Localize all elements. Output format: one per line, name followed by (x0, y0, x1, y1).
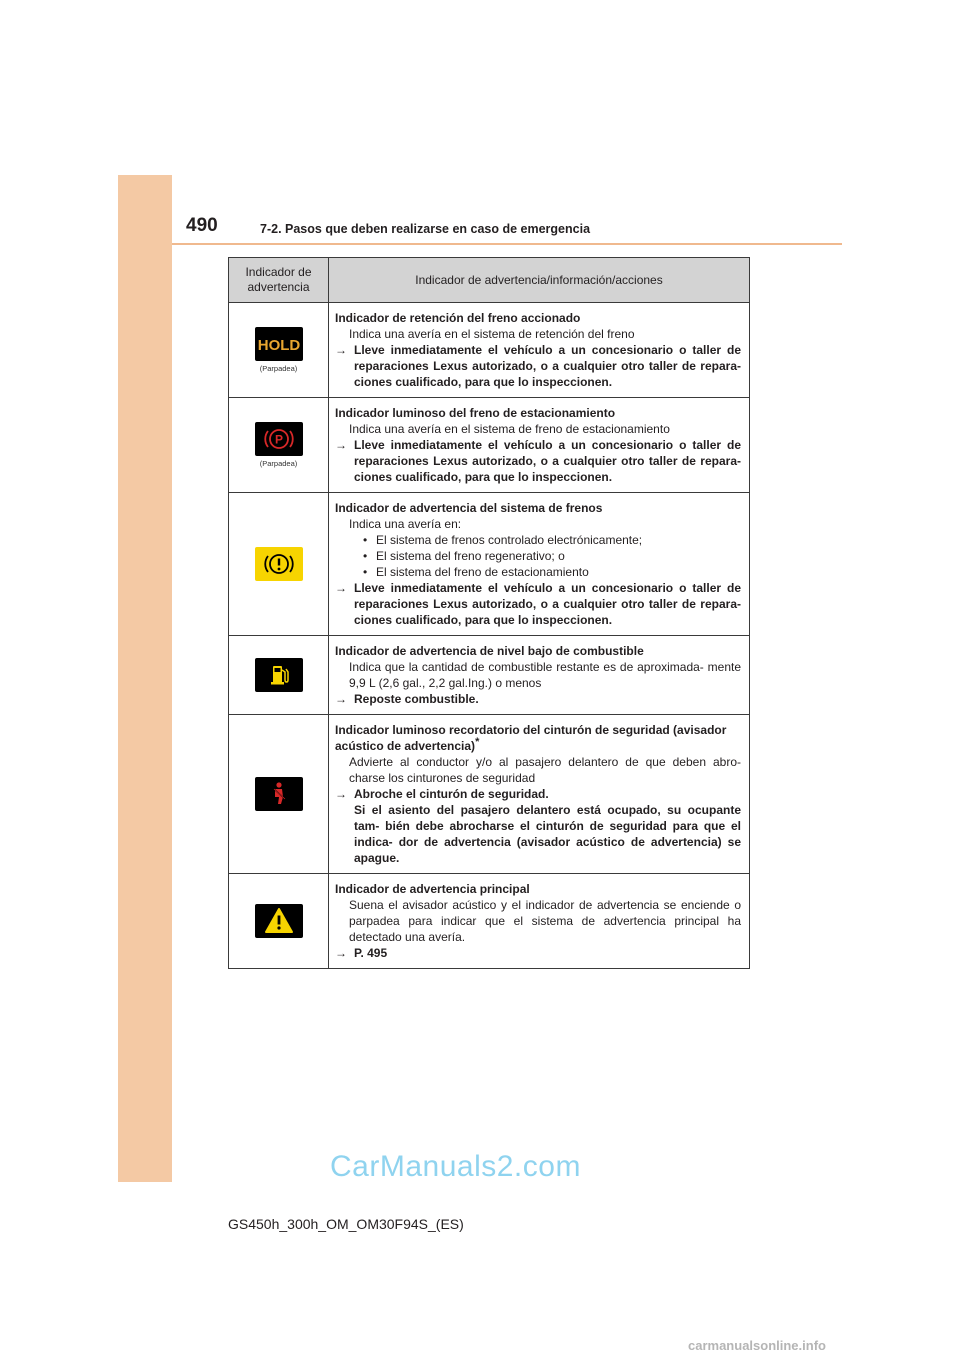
warning-indicator-table (228, 257, 750, 969)
indicator-action: → P. 495 (335, 946, 388, 960)
indicator-title: Indicador luminoso del freno de estacionamiento (335, 406, 616, 420)
indicator-title: Indicador de advertencia principal (335, 882, 530, 896)
fuel-pump-icon (255, 658, 303, 692)
indicator-title: Indicador de advertencia del sistema de frenos (335, 501, 603, 515)
list-item: • El sistema de frenos controlado electrónicamente; (363, 532, 741, 548)
svg-text:P: P (274, 432, 283, 447)
description-cell (329, 303, 750, 398)
col-header-actions: Indicador de advertencia/información/acciones (329, 258, 750, 303)
arrow-icon: → (335, 946, 347, 960)
arrow-icon: → (335, 692, 347, 706)
section-title: 7-2. Pasos que deben realizarse en caso de emergencia (260, 222, 591, 236)
table-row (229, 636, 750, 715)
table-row (229, 493, 750, 636)
description-cell (329, 874, 750, 969)
chapter-sidebar-tab (118, 175, 172, 1182)
indicator-description: Advierte al conductor y/o al pasajero delantero de que deben abro- charse los cinturones de seguridad (349, 755, 741, 785)
indicator-action: → Lleve inmediatamente el vehículo a un concesionario o taller de reparaciones Lexus autorizado, o a cualquier otro taller de repara- ciones cualificado, para que lo inspeccionen. (335, 438, 741, 484)
brake-system-warning-icon (255, 547, 303, 581)
document-code: GS450h_300h_OM_OM30F94S_(ES) (228, 1216, 464, 1232)
table-row (229, 715, 750, 874)
indicator-cell (229, 636, 329, 715)
master-warning-icon (255, 904, 303, 938)
table-row (229, 398, 750, 493)
arrow-icon: → (335, 787, 347, 801)
list-item: • El sistema del freno regenerativo; o (363, 548, 741, 564)
indicator-cell (229, 874, 329, 969)
hold-icon (255, 327, 303, 361)
footnote-mark: * (475, 736, 480, 748)
col-header-indicator: Indicador de advertencia (229, 258, 329, 303)
indicator-cell (229, 303, 329, 398)
indicator-caption: (Parpadea) (259, 364, 298, 373)
indicator-cell (229, 715, 329, 874)
indicator-action: → Abroche el cinturón de seguridad. (335, 787, 549, 801)
indicator-title: Indicador de retención del freno accionado (335, 311, 581, 325)
indicator-action: → Lleve inmediatamente el vehículo a un concesionario o taller de reparaciones Lexus autorizado, o a cualquier otro taller de repara- ciones cualificado, para que lo inspeccionen. (335, 581, 741, 627)
description-cell (329, 636, 750, 715)
table-row (229, 874, 750, 969)
svg-text:HOLD: HOLD (257, 337, 300, 354)
watermark-carmanualsonline: carmanualsonline.info (688, 1338, 826, 1353)
indicator-cell (229, 493, 329, 636)
seatbelt-reminder-icon (255, 777, 303, 811)
parking-brake-icon (255, 422, 303, 456)
watermark-carmanuals2: CarManuals2.com (330, 1150, 581, 1183)
arrow-icon: → (335, 343, 347, 357)
description-cell (329, 715, 750, 874)
indicator-description: Indica que la cantidad de combustible restante es de aproximada- mente 9,9 L (2,6 gal., 2,2 gal.Ing.) o menos (349, 660, 741, 690)
indicator-description: Indica una avería en el sistema de freno de estacionamiento (349, 422, 670, 436)
indicator-action: → Lleve inmediatamente el vehículo a un concesionario o taller de reparaciones Lexus autorizado, o a cualquier otro taller de repara- ciones cualificado, para que lo inspeccionen. (335, 343, 741, 389)
indicator-description: Indica una avería en el sistema de retención del freno (349, 327, 635, 341)
arrow-icon: → (335, 438, 347, 452)
table-header-row (229, 258, 750, 303)
table-row (229, 303, 750, 398)
indicator-title: Indicador luminoso recordatorio del cinturón de seguridad (avisador acústico de advertencia)* (335, 723, 727, 753)
indicator-caption: (Parpadea) (259, 459, 298, 468)
indicator-title: Indicador de advertencia de nivel bajo de combustible (335, 644, 644, 658)
page-number: 490 (186, 215, 218, 236)
description-cell (329, 398, 750, 493)
description-cell (329, 493, 750, 636)
indicator-action-note: Si el asiento del pasajero delantero está ocupado, su ocupante tam- bién debe abrocharse el cinturón de seguridad para que el indica- dor de advertencia (avisador acústico de advertencia) se apague. (354, 803, 741, 865)
indicator-cell (229, 398, 329, 493)
header-rule (172, 243, 842, 245)
list-item: • El sistema del freno de estacionamiento (363, 564, 741, 580)
indicator-action: → Reposte combustible. (335, 692, 479, 706)
failure-list (335, 532, 741, 580)
indicator-description: Suena el avisador acústico y el indicador de advertencia se enciende o parpadea para indicar que el sistema de advertencia principal ha detectado una avería. (349, 898, 741, 944)
arrow-icon: → (335, 581, 347, 595)
indicator-description: Indica una avería en: (349, 517, 462, 531)
